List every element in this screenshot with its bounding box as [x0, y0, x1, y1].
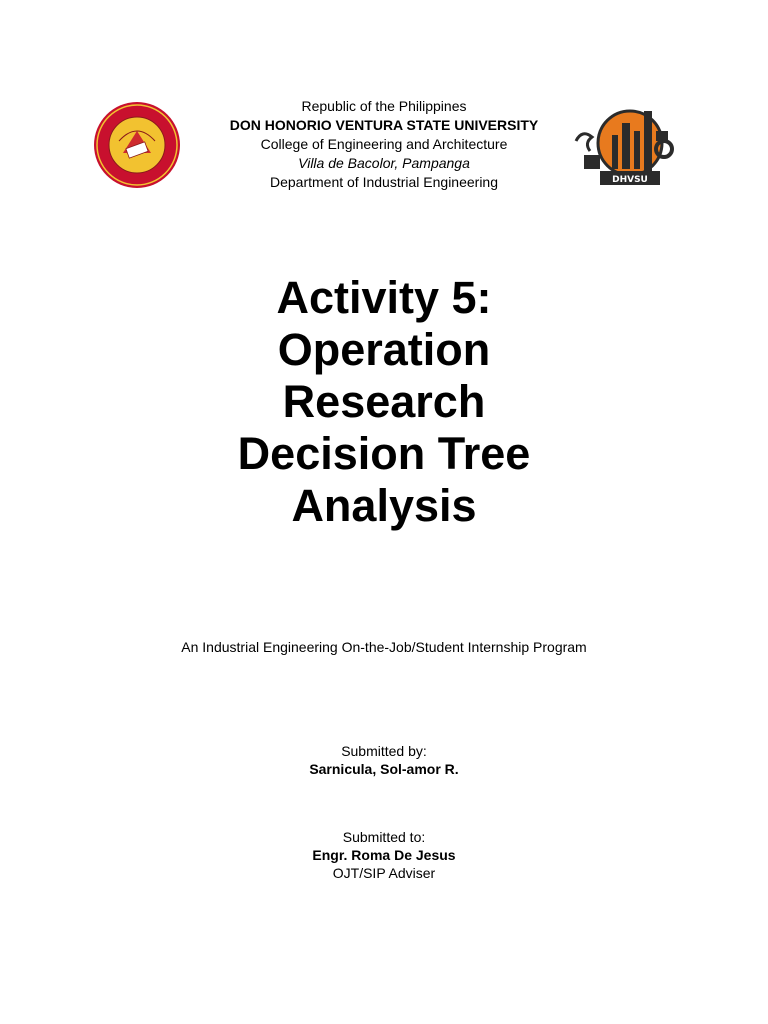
submitted-by-label: Submitted by: [341, 743, 427, 759]
submitted-to-role: OJT/SIP Adviser [332, 865, 436, 881]
title-line-3: Research [282, 376, 486, 427]
header-college: College of Engineering and Architecture [260, 136, 508, 152]
header-university: DON HONORIO VENTURA STATE UNIVERSITY [229, 117, 539, 133]
title-line-4: Decision Tree [237, 428, 531, 479]
title-line-5: Analysis [291, 480, 477, 531]
document-title [0, 272, 768, 532]
submitted-to-name: Engr. Roma De Jesus [312, 847, 456, 863]
submitted-to-label: Submitted to: [342, 829, 426, 845]
program-description: An Industrial Engineering On-the-Job/Student Internship Program [181, 639, 587, 655]
header-republic: Republic of the Philippines [301, 98, 467, 114]
logo-dhvsu-text: DHVSU [612, 175, 648, 185]
header-department: Department of Industrial Engineering [269, 174, 499, 190]
header-location: Villa de Bacolor, Pampanga [298, 155, 470, 171]
title-line-1: Activity 5: [276, 272, 492, 323]
title-line-2: Operation [277, 324, 491, 375]
submitted-by-name: Sarnicula, Sol-amor R. [309, 761, 459, 777]
